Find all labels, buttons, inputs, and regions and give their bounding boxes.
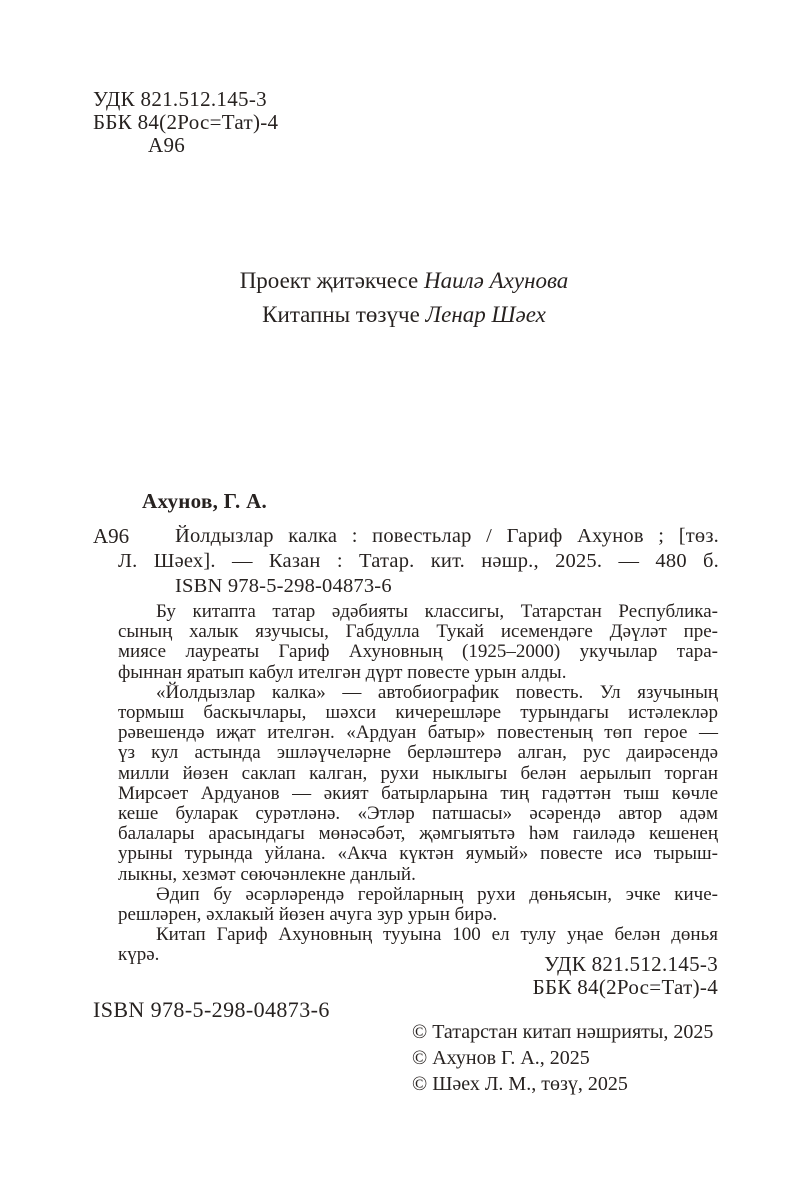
author-sign-code: А96: [148, 133, 186, 157]
classification-bottom-block: [533, 953, 718, 999]
text-line: Л. Шәех]. — Казан : Татар. кит. нәшр., 2025. — 480 б.: [118, 550, 719, 572]
annotation-block: [118, 602, 718, 966]
text-line: Китап Гариф Ахуновның тууына 100 ел тулу уңае белән дөнья: [156, 924, 718, 946]
bbk-code: ББК 84(2Рос=Тат)-4: [93, 110, 279, 134]
project-leader-role: Проект җитәкчесе: [239, 268, 419, 293]
annotation-paragraph: [118, 602, 718, 683]
bbk-code-bottom: ББК 84(2Рос=Тат)-4: [532, 975, 718, 999]
text-line: миясе лауреаты Гариф Ахуновның (1925–2000) укучылар тара-: [118, 641, 718, 663]
text-line: Бу китапта татар әдәбияты классигы, Татарстан Республика-: [156, 601, 718, 622]
text-line: милли йөзен саклап калган, рухи ныклыгы белән аерылып торган: [118, 762, 718, 784]
text-line: фыннан яратып кабул ителгән дүрт повесте урын алды.: [118, 661, 567, 683]
compiler-role: Китапны төзүче: [262, 302, 420, 327]
credits-block: [90, 264, 718, 332]
text-line: решләрен, әхлакый йөзен ачуга зур урын бирә.: [118, 904, 498, 926]
annotation-paragraph: [118, 885, 718, 925]
text-line: лыкны, хезмәт сөючәнлекне данлый.: [118, 863, 416, 885]
text-line: рәвешендә иҗат ителгән. «Ардуан батыр» повестеның төп герое —: [118, 722, 718, 744]
text-line: Йолдызлар калка : повестьлар / Гариф Ахунов ; [төз.: [175, 525, 719, 547]
text-line: кеше буларак сурәтләнә. «Этләр патшасы» әсәрендә автор адәм: [118, 803, 718, 825]
compiler-name: Ленар Шәех: [425, 302, 546, 327]
catalog-card-author: Ахунов, Г. А.: [142, 489, 268, 513]
compiler-line: [90, 298, 718, 332]
isbn-number: ISBN 978-5-298-04873-6: [93, 997, 330, 1022]
text-line: Әдип бу әсәрләрендә геройларның рухи дөньясын, эчке киче-: [156, 883, 718, 905]
text-line: үз кул астында эшләүчеләрне берләштерә алган, рус даирәсендә: [118, 742, 718, 764]
text-line: сының халык язучысы, Габдулла Тукай исемендәге Дәүләт пре-: [118, 621, 718, 643]
copyright-block: [412, 1019, 713, 1097]
annotation-paragraph: [118, 683, 718, 885]
catalog-card-sign: А96: [93, 524, 130, 548]
copyright-publisher: © Татарстан китап нәшрияты, 2025: [412, 1021, 714, 1043]
catalog-card-record: [118, 524, 719, 599]
udc-code-bottom: УДК 821.512.145-3: [544, 952, 718, 976]
copyright-compiler: © Шәех Л. М., төзү, 2025: [412, 1073, 628, 1095]
udc-code: УДК 821.512.145-3: [93, 87, 267, 111]
project-leader-name: Наилә Ахунова: [424, 268, 569, 293]
project-leader-line: [90, 264, 718, 298]
text-line: тормыш баскычлары, шәхси кичерешләре турындагы истәлекләр: [118, 702, 718, 724]
text-line: ISBN 978-5-298-04873-6: [175, 575, 392, 597]
text-line: урыны турында уйлана. «Акча күктән яумый» повесте исә тырыш-: [118, 843, 718, 865]
text-line: балалары арасындагы мөнәсәбәт, җәмгыятьтә һәм гаиләдә кешенең: [118, 823, 718, 845]
text-line: күрә.: [118, 944, 160, 966]
classification-top-block: [93, 88, 278, 157]
copyright-author: © Ахунов Г. А., 2025: [412, 1047, 590, 1069]
text-line: Мирсәет Ардуанов — әкият батырларына тиң гадәттән тыш көчле: [118, 782, 718, 804]
text-line: «Йолдызлар калка» — автобиографик повесть. Ул язучының: [156, 681, 718, 703]
